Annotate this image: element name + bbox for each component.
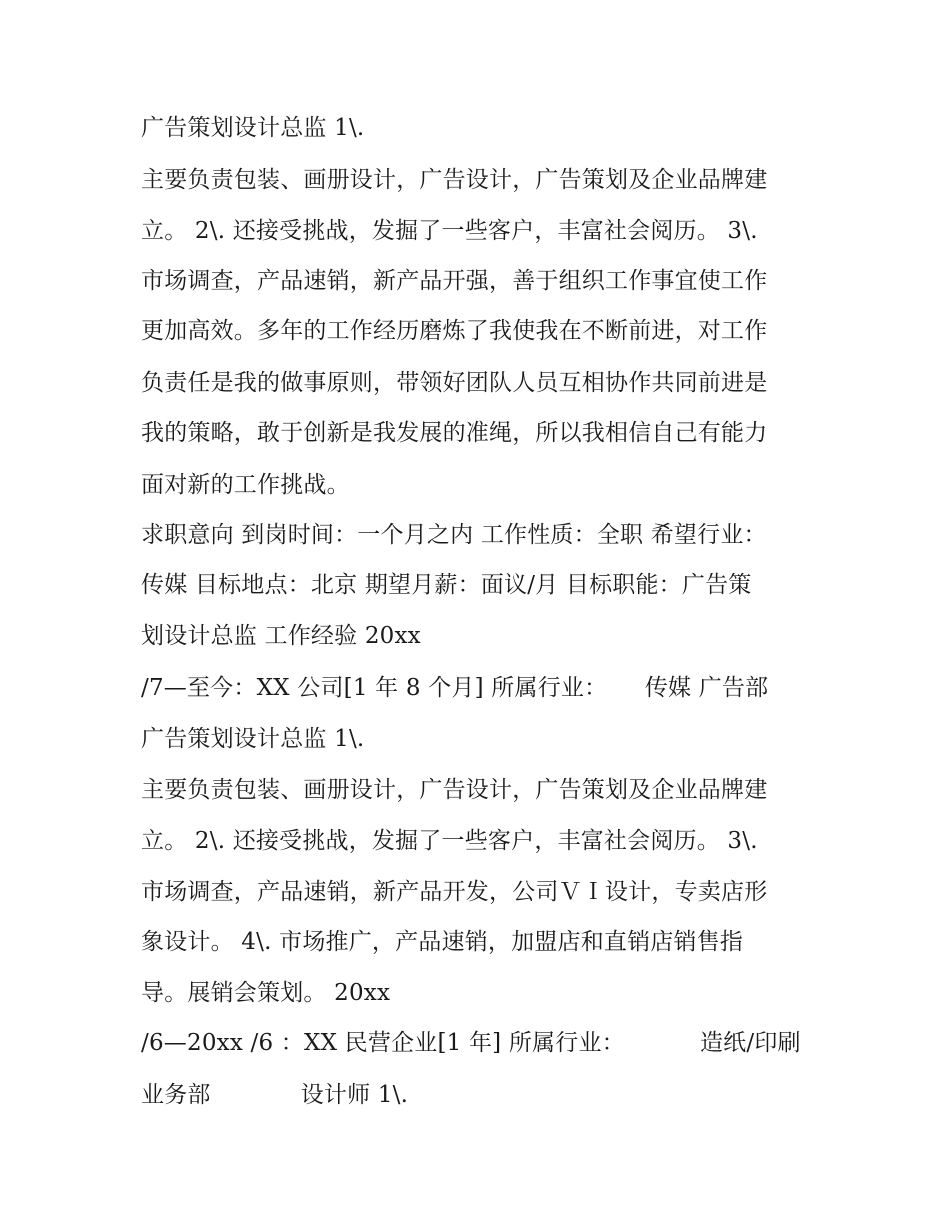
text-line: 更加高效。多年的工作经历磨炼了我使我在不断前进，对工作 — [141, 318, 768, 344]
text-line: /7—至今：XX 公司[1 年 8 个月] 所属行业： 传媒 广告部 — [141, 675, 769, 701]
text-line: 我的策略，敢于创新是我发展的准绳，所以我相信自己有能力 — [141, 420, 768, 446]
text-line: 传媒 目标地点：北京 期望月薪：面议/月 目标职能：广告策 — [141, 572, 752, 598]
text-line: 主要负责包装、画册设计，广告设计，广告策划及企业品牌建 — [141, 777, 768, 803]
text-line: 市场调查，产品速销，新产品开强，善于组织工作事宜使工作 — [141, 268, 768, 294]
text-line: 立。 2\. 还接受挑战，发掘了一些客户，丰富社会阅历。 3\. — [141, 828, 758, 854]
text-line: 导。展销会策划。 20xx — [141, 980, 391, 1006]
text-line: 面对新的工作挑战。 — [141, 472, 350, 498]
text-line: 负责任是我的做事原则，带领好团队人员互相协作共同前进是 — [141, 370, 768, 396]
text-line: 划设计总监 工作经验 20xx — [141, 623, 421, 649]
text-line: 求职意向 到岗时间：一个月之内 工作性质：全职 希望行业： — [141, 522, 767, 548]
text-line: 主要负责包装、画册设计，广告设计，广告策划及企业品牌建 — [141, 167, 768, 193]
text-line: 广告策划设计总监 1\. — [141, 115, 365, 141]
text-line: 立。 2\. 还接受挑战，发掘了一些客户，丰富社会阅历。 3\. — [141, 218, 758, 244]
text-line: 市场调查，产品速销，新产品开发，公司ＶＩ设计，专卖店形 — [141, 879, 768, 905]
text-line: 业务部 设计师 1\. — [141, 1082, 409, 1108]
text-line: 广告策划设计总监 1\. — [141, 726, 365, 752]
text-line: /6—20xx /6 ：XX 民营企业[1 年] 所属行业： 造纸/印刷 — [141, 1030, 801, 1056]
text-line: 象设计。 4\. 市场推广，产品速销，加盟店和直销店销售指 — [141, 929, 744, 955]
